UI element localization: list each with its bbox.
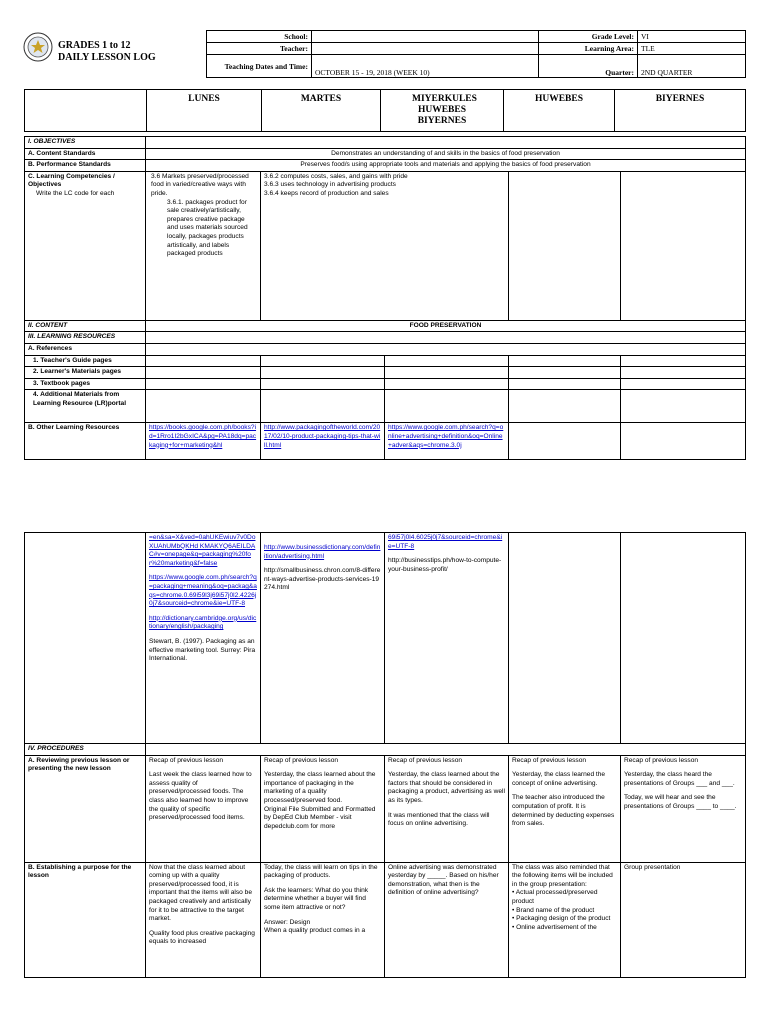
teacher-value bbox=[312, 43, 539, 55]
purpose-martes bbox=[261, 862, 385, 977]
competency-lunes bbox=[146, 171, 261, 320]
lm-biy bbox=[621, 367, 746, 379]
lesson-grid-page1 bbox=[24, 136, 746, 460]
tg-biy bbox=[621, 355, 746, 367]
additional-materials-label: 4. Additional Materials from Learning Resource (LR)portal bbox=[25, 390, 146, 423]
review-miy bbox=[385, 755, 509, 862]
review-martes bbox=[261, 755, 385, 862]
competency-lunes-sub: 3.6.1. packages product for sale creatively/artistically, prepares creative package and uses materials sourced locally, packages products artistically, and labels packaged products bbox=[167, 198, 248, 258]
tb-lunes bbox=[146, 378, 261, 390]
teachers-guide-label: 1. Teacher's Guide pages bbox=[25, 355, 146, 367]
tb-miy bbox=[385, 378, 509, 390]
review-lunes bbox=[146, 755, 261, 862]
school-label: School: bbox=[207, 31, 312, 43]
days-blank-cell bbox=[25, 90, 147, 132]
learning-competencies-sub: Write the LC code for each bbox=[36, 189, 115, 197]
tb-biy bbox=[621, 378, 746, 390]
other-martes bbox=[261, 423, 385, 460]
purpose-huw-item: • Packaging design of the product bbox=[512, 915, 611, 923]
purpose-label: B. Establishing a purpose for the lesson bbox=[25, 862, 146, 977]
form-title-line2: DAILY LESSON LOG bbox=[58, 52, 156, 63]
purpose-huw-item-2: Brand name of the product bbox=[516, 906, 595, 914]
continued-lunes bbox=[146, 533, 261, 744]
learning-area-label: Learning Area: bbox=[539, 43, 638, 55]
grade-level-label: Grade Level: bbox=[539, 31, 638, 43]
continued-martes-link1[interactable]: http://www.businessdictionary.com/definition/advertising.html bbox=[264, 544, 381, 560]
objectives-blank bbox=[146, 137, 746, 149]
review-miy-text: Yesterday, the class learned about the factors that should be considered in packaging a product, advertising as well as its types. bbox=[388, 771, 505, 804]
continued-martes bbox=[261, 533, 385, 744]
purpose-lunes-text2: Quality food plus creative packaging equals to increased bbox=[149, 929, 255, 946]
review-lunes-text: Last week the class learned how to assess quality of preserved/processed foods. The class also learned how to improve the quality of specific preserved/processed food items. bbox=[149, 771, 252, 822]
purpose-huw bbox=[509, 862, 621, 977]
review-lunes-recap: Recap of previous lesson bbox=[149, 756, 224, 764]
procedures-blank bbox=[146, 744, 746, 756]
learning-area-value: TLE bbox=[638, 43, 746, 55]
continued-lunes-link3[interactable]: http://dictionary.cambridge.org/us/dictionary/english/packaging bbox=[149, 614, 257, 631]
purpose-huw-item-3: Packaging design of the product bbox=[516, 915, 611, 923]
grade-level-value: VI bbox=[638, 31, 746, 43]
add-biy bbox=[621, 390, 746, 423]
teaching-dates-value: OCTOBER 15 - 19, 2018 (WEEK 10) bbox=[312, 55, 539, 78]
references-label: A. References bbox=[25, 343, 146, 355]
header-info-table bbox=[206, 30, 746, 78]
lm-huw bbox=[509, 367, 621, 379]
review-miy-text2: It was mentioned that the class will focus on online advertising. bbox=[388, 811, 490, 828]
review-huw-text2: The teacher also introduced the computation of profit. It is determined by deducting expenses from sales. bbox=[512, 794, 615, 828]
review-biy-recap: Recap of previous lesson bbox=[624, 756, 699, 764]
other-miy bbox=[385, 423, 509, 460]
other-lunes-link[interactable]: https://books.google.com.ph/books?id=1Rro1I2bGxICA&pg=PA18dq=packaging+for+marketing&hl bbox=[149, 424, 257, 449]
objectives-heading: I. OBJECTIVES bbox=[25, 137, 146, 149]
content-value: FOOD PRESERVATION bbox=[146, 320, 746, 332]
performance-standards-label: B. Performance Standards bbox=[25, 160, 146, 172]
competency-huwebes bbox=[509, 171, 621, 320]
learning-competencies-label bbox=[25, 171, 146, 320]
tg-miy bbox=[385, 355, 509, 367]
day-miyerkules-label: MIYERKULES HUWEBES BIYERNES bbox=[412, 94, 477, 126]
learning-resources-heading: III. LEARNING RESOURCES bbox=[25, 332, 146, 344]
purpose-martes-text2: Ask the learners: What do you think determine whether a buyer will find some item attractive or not? bbox=[264, 886, 369, 911]
purpose-huw-item: • Brand name of the product bbox=[512, 906, 595, 914]
day-huwebes: HUWEBES bbox=[504, 90, 615, 132]
add-miy bbox=[385, 390, 509, 423]
review-huw-text: Yesterday, the class learned the concept of online advertising. bbox=[512, 771, 606, 787]
other-lunes bbox=[146, 423, 261, 460]
continued-lunes-reference: Stewart, B. (1997). Packaging as an effective marketing tool. Surrey: Pira International. bbox=[149, 637, 256, 663]
quarter-value: 2ND QUARTER bbox=[638, 55, 746, 78]
other-martes-link[interactable]: http://www.packagingoftheworld.com/2017/02/10-product-packaging-tips-that-will.html bbox=[264, 424, 381, 449]
review-martes-recap: Recap of previous lesson bbox=[264, 756, 339, 764]
tg-martes bbox=[261, 355, 385, 367]
day-martes: MARTES bbox=[262, 90, 381, 132]
content-standards-value: Demonstrates an understanding of and skills in the basics of food preservation bbox=[146, 148, 746, 160]
tb-huw bbox=[509, 378, 621, 390]
learning-competencies-title: C. Learning Competencies / Objectives bbox=[28, 172, 115, 189]
tg-lunes bbox=[146, 355, 261, 367]
lm-miy bbox=[385, 367, 509, 379]
content-heading: II. CONTENT bbox=[25, 320, 146, 332]
review-martes-footer: Original File Submitted and Formatted by DepEd Club Member - visit depedclub.com for more bbox=[264, 805, 376, 830]
continued-miy-link1[interactable]: 69i57j0l4.6025j0j7&sourceid=chrome&ie=UTF-8 bbox=[388, 534, 503, 550]
days-header-table bbox=[24, 89, 746, 132]
school-value bbox=[312, 31, 539, 43]
textbook-pages-label: 3. Textbook pages bbox=[25, 378, 146, 390]
competency-lunes-main: 3.6 Markets preserved/processed food in varied/creative ways with pride. bbox=[151, 172, 249, 197]
purpose-lunes-text: Now that the class learned about coming up with a quality preserved/processed food, it is important that the items will also be packaged creatively and artistically for it to be attractive to the target market. bbox=[149, 863, 252, 923]
other-huw bbox=[509, 423, 621, 460]
review-martes-text: Yesterday, the class learned about the importance of packaging in the marketing of a quality processed/preserved food. bbox=[264, 771, 376, 804]
purpose-huw-text: The class was also reminded that the following items will be included in the group presentation: bbox=[512, 863, 613, 888]
purpose-huw-item: • Actual processed/preserved product bbox=[512, 889, 598, 905]
learning-resources-blank bbox=[146, 332, 746, 344]
form-title bbox=[58, 40, 156, 64]
purpose-lunes bbox=[146, 862, 261, 977]
tb-martes bbox=[261, 378, 385, 390]
purpose-huw-item-4: Online advertisement of the bbox=[516, 923, 597, 931]
day-miyerkules bbox=[381, 90, 504, 132]
purpose-martes-text3: Answer: Design bbox=[264, 918, 311, 926]
continued-label-blank bbox=[25, 533, 146, 744]
continued-lunes-link2[interactable]: https://www.google.com.ph/search?q=packaging+meaning&oq=packag&aqs=chrome.0.69i59l3j69i57j0l2.4226j0j7&sourceid=chrome&ie=UTF-8 bbox=[149, 574, 257, 608]
reviewing-lesson-label: A. Reviewing previous lesson or presenting the new lesson bbox=[25, 755, 146, 862]
purpose-martes-text4: When a quality product comes in a bbox=[264, 927, 366, 935]
review-huw bbox=[509, 755, 621, 862]
purpose-biy: Group presentation bbox=[621, 862, 746, 977]
other-biy bbox=[621, 423, 746, 460]
purpose-martes-text: Today, the class will learn on tips in the packaging of products. bbox=[264, 863, 378, 880]
teaching-dates-label: Teaching Dates and Time: bbox=[207, 55, 312, 78]
procedures-heading: IV. PROCEDURES bbox=[25, 744, 146, 756]
lesson-grid-page2 bbox=[24, 532, 746, 978]
quarter-label: Quarter: bbox=[539, 55, 638, 78]
add-huw bbox=[509, 390, 621, 423]
continued-miy-link2[interactable]: http://businesstips.ph/how-to-compute-your-business-profit/ bbox=[388, 557, 502, 573]
lm-lunes bbox=[146, 367, 261, 379]
form-title-line1: GRADES 1 to 12 bbox=[58, 40, 131, 51]
competency-martes: 3.6.2 computes costs, sales, and gains with pride 3.6.3 uses technology in advertising products 3.6.4 keeps record of production and sales bbox=[261, 171, 509, 320]
day-lunes: LUNES bbox=[147, 90, 262, 132]
add-martes bbox=[261, 390, 385, 423]
review-miy-recap: Recap of previous lesson bbox=[388, 756, 463, 764]
performance-standards-value: Preserves food/s using appropriate tools and materials and applying the basics of food preservation bbox=[146, 160, 746, 172]
review-biy-text2: Today, we will hear and see the presentations of Groups ____ to ____. bbox=[624, 794, 737, 810]
review-biy-text: Yesterday, the class heard the presentations of Groups ___ and ___. bbox=[624, 771, 735, 787]
purpose-miy: Online advertising was demonstrated yesterday by _____. Based on his/her demonstration, what then is the definition of online advertising? bbox=[385, 862, 509, 977]
purpose-huw-item-1: Actual processed/preserved product bbox=[512, 889, 598, 905]
content-standards-label: A. Content Standards bbox=[25, 148, 146, 160]
continued-lunes-link1[interactable]: =en&sa=X&ved=0ahUKEwiuv7v0DoXUAhUMbQKHd KMAKYQ6AEILDAC#v=onepage&q=packaging%20for%20marketing&f=false bbox=[149, 534, 256, 567]
other-miy-link[interactable]: https://www.google.com.ph/search?q=online+advertising+definition&oq=Online+adver&aqs=chrome.3.0j bbox=[388, 424, 504, 449]
competency-biyernes bbox=[621, 171, 746, 320]
teacher-label: Teacher: bbox=[207, 43, 312, 55]
continued-biy bbox=[621, 533, 746, 744]
references-blank bbox=[146, 343, 746, 355]
continued-huw bbox=[509, 533, 621, 744]
add-lunes bbox=[146, 390, 261, 423]
other-resources-label: B. Other Learning Resources bbox=[25, 423, 146, 460]
learners-materials-label: 2. Learner's Materials pages bbox=[25, 367, 146, 379]
review-biy bbox=[621, 755, 746, 862]
continued-martes-link2[interactable]: http://smallbusiness.chron.com/8-different-ways-advertise-products-services-19274.html bbox=[264, 567, 381, 592]
deped-seal bbox=[23, 32, 53, 62]
day-biyernes: BIYERNES bbox=[615, 90, 746, 132]
review-huw-recap: Recap of previous lesson bbox=[512, 756, 587, 764]
continued-miy bbox=[385, 533, 509, 744]
tg-huw bbox=[509, 355, 621, 367]
lm-martes bbox=[261, 367, 385, 379]
purpose-huw-item: • Online advertisement of the bbox=[512, 923, 597, 931]
